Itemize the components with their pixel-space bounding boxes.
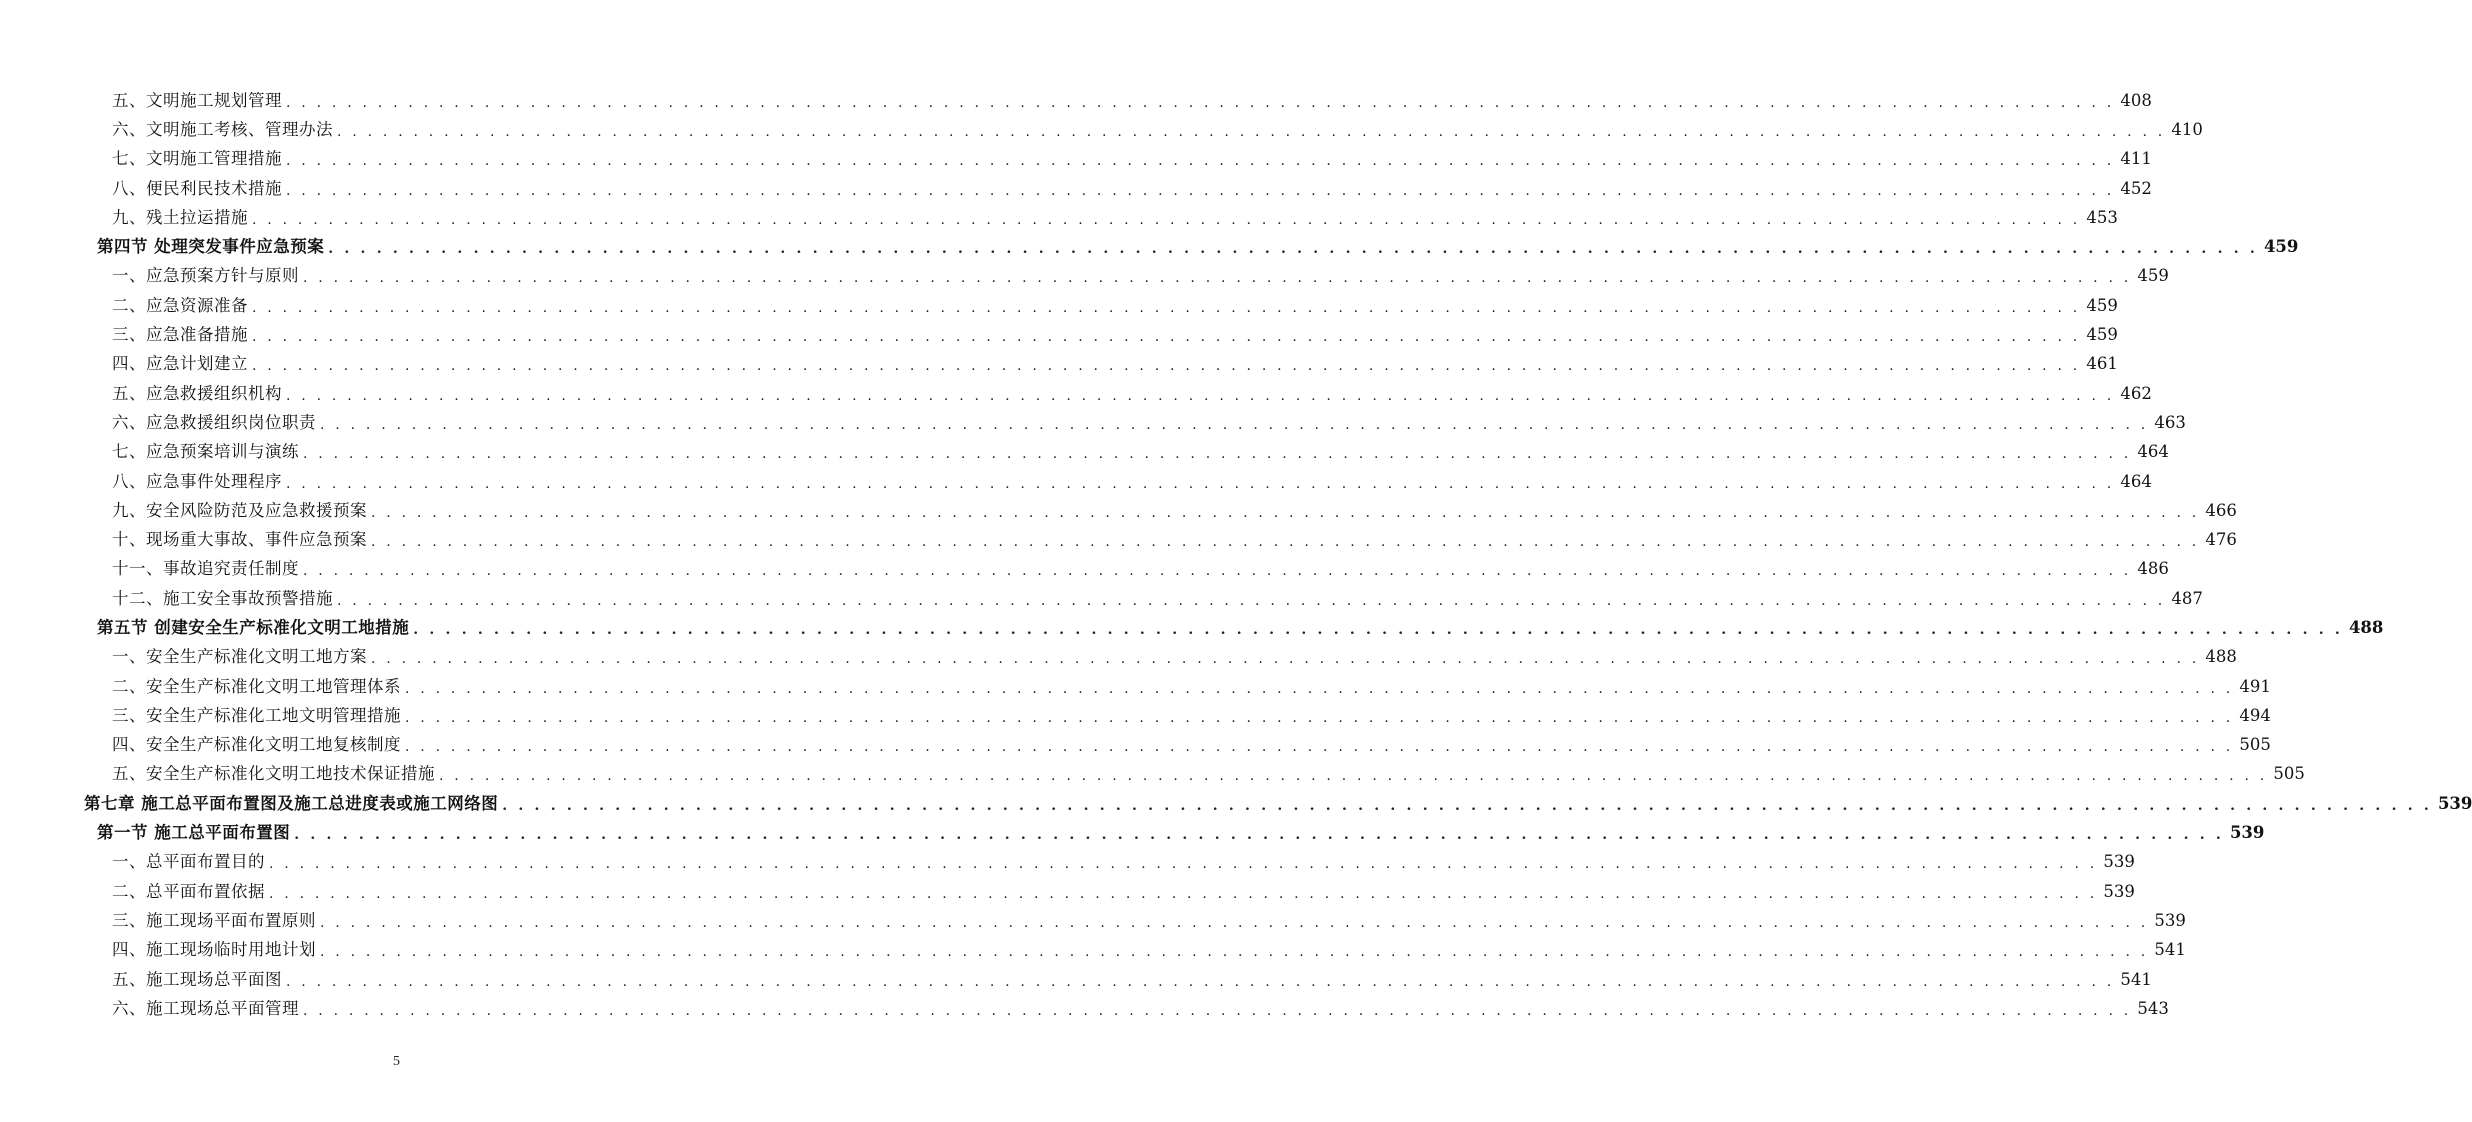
toc-entry-row[interactable]	[0, 877, 2135, 906]
toc-entry-label: 二、总平面布置依据	[112, 881, 265, 901]
toc-dot-leader: . . . . . . . . . . . . . . . . . . . . . . . . . . . . . . . . . . . . . . . . . . . . . . . . . . . . . . . . . . . . . . . . . . . . . . . . . . . . . . . . . . . . . . . . . . . . . . . . . . . . . . . . . . . . . . . . . . . . . . . .	[371, 651, 2200, 668]
toc-dot-leader: . . . . . . . . . . . . . . . . . . . . . . . . . . . . . . . . . . . . . . . . . . . . . . . . . . . . . . . . . . . . . . . . . . . . . . . . . . . . . . . . . . . . . . . . . . . . . . . . . . . . . . . . . . . . . . . . . . . . . . . .	[252, 329, 2081, 346]
toc-entry-label: 五、安全生产标准化文明工地技术保证措施	[112, 764, 435, 784]
toc-entry-row[interactable]	[0, 86, 2152, 115]
toc-dot-leader: . . . . . . . . . . . . . . . . . . . . . . . . . . . . . . . . . . . . . . . . . . . . . . . . . . . . . . . . . . . . . . . . . . . . . . . . . . . . . . . . . . . . . . . . . . . . . . . . . . . . . . . . . . . . . . . . . . . . . . . .	[405, 680, 2234, 697]
toc-entry-label: 第五节 创建安全生产标准化文明工地措施	[97, 617, 410, 637]
toc-entry-row[interactable]	[0, 379, 2152, 408]
toc-entry-row[interactable]	[0, 731, 2271, 760]
toc-entry-label: 四、应急计划建立	[112, 354, 248, 374]
table-of-contents	[0, 86, 2472, 1024]
toc-entry-page: 539	[2154, 910, 2186, 930]
toc-entry-row[interactable]	[0, 584, 2203, 613]
toc-entry-page: 411	[2120, 149, 2152, 169]
toc-dot-leader: . . . . . . . . . . . . . . . . . . . . . . . . . . . . . . . . . . . . . . . . . . . . . . . . . . . . . . . . . . . . . . . . . . . . . . . . . . . . . . . . . . . . . . . . . . . . . . . . . . . . . . . . . . . . . . . . . . . . . . . .	[328, 241, 2258, 258]
toc-entry-page: 488	[2348, 617, 2384, 637]
page-number: 5	[393, 1054, 400, 1069]
toc-entry-label: 十二、施工安全事故预警措施	[112, 588, 333, 608]
toc-dot-leader: . . . . . . . . . . . . . . . . . . . . . . . . . . . . . . . . . . . . . . . . . . . . . . . . . . . . . . . . . . . . . . . . . . . . . . . . . . . . . . . . . . . . . . . . . . . . . . . . . . . . . . . . . . . . . . . . . . . . . . . .	[371, 534, 2200, 551]
toc-dot-leader: . . . . . . . . . . . . . . . . . . . . . . . . . . . . . . . . . . . . . . . . . . . . . . . . . . . . . . . . . . . . . . . . . . . . . . . . . . . . . . . . . . . . . . . . . . . . . . . . . . . . . . . . . . . . . . . . . . . . . . . .	[286, 94, 2115, 111]
toc-entry-page: 464	[2120, 471, 2152, 491]
toc-entry-row[interactable]	[0, 555, 2169, 584]
toc-entry-label: 十一、事故追究责任制度	[112, 559, 299, 579]
toc-section-row[interactable]	[0, 818, 2265, 847]
toc-dot-leader: . . . . . . . . . . . . . . . . . . . . . . . . . . . . . . . . . . . . . . . . . . . . . . . . . . . . . . . . . . . . . . . . . . . . . . . . . . . . . . . . . . . . . . . . . . . . . . . . . . . . . . . . . . . . . . . . . . . . . . . .	[269, 885, 2098, 902]
toc-dot-leader: . . . . . . . . . . . . . . . . . . . . . . . . . . . . . . . . . . . . . . . . . . . . . . . . . . . . . . . . . . . . . . . . . . . . . . . . . . . . . . . . . . . . . . . . . . . . . . . . . . . . . . . . . . . . . . . . . . . . . . . .	[286, 153, 2115, 170]
toc-dot-leader: . . . . . . . . . . . . . . . . . . . . . . . . . . . . . . . . . . . . . . . . . . . . . . . . . . . . . . . . . . . . . . . . . . . . . . . . . . . . . . . . . . . . . . . . . . . . . . . . . . . . . . . . . . . . . . . . . . . . . . . .	[286, 475, 2115, 492]
toc-entry-label: 三、应急准备措施	[112, 325, 248, 345]
toc-dot-leader: . . . . . . . . . . . . . . . . . . . . . . . . . . . . . . . . . . . . . . . . . . . . . . . . . . . . . . . . . . . . . . . . . . . . . . . . . . . . . . . . . . . . . . . . . . . . . . . . . . . . . . . . . . . . . . . . . . . . . . . .	[320, 944, 2149, 961]
toc-dot-leader: . . . . . . . . . . . . . . . . . . . . . . . . . . . . . . . . . . . . . . . . . . . . . . . . . . . . . . . . . . . . . . . . . . . . . . . . . . . . . . . . . . . . . . . . . . . . . . . . . . . . . . . . . . . . . . . . . . . . . . . .	[320, 914, 2149, 931]
toc-entry-page: 488	[2205, 647, 2237, 667]
toc-dot-leader: . . . . . . . . . . . . . . . . . . . . . . . . . . . . . . . . . . . . . . . . . . . . . . . . . . . . . . . . . . . . . . . . . . . . . . . . . . . . . . . . . . . . . . . . . . . . . . . . . . . . . . . . . . . . . . . . . . . . . . . .	[303, 563, 2132, 580]
toc-entry-label: 二、应急资源准备	[112, 295, 248, 315]
toc-dot-leader: . . . . . . . . . . . . . . . . . . . . . . . . . . . . . . . . . . . . . . . . . . . . . . . . . . . . . . . . . . . . . . . . . . . . . . . . . . . . . . . . . . . . . . . . . . . . . . . . . . . . . . . . . . . . . . . . . . . . . . . .	[337, 123, 2166, 140]
toc-entry-label: 一、总平面布置目的	[112, 852, 265, 872]
toc-entry-row[interactable]	[0, 965, 2152, 994]
toc-entry-page: 476	[2205, 530, 2237, 550]
toc-entry-row[interactable]	[0, 145, 2152, 174]
toc-entry-label: 四、施工现场临时用地计划	[112, 940, 316, 960]
toc-entry-page: 539	[2229, 823, 2265, 843]
toc-entry-label: 五、文明施工规划管理	[112, 90, 282, 110]
toc-dot-leader: . . . . . . . . . . . . . . . . . . . . . . . . . . . . . . . . . . . . . . . . . . . . . . . . . . . . . . . . . . . . . . . . . . . . . . . . . . . . . . . . . . . . . . . . . . . . . . . . . . . . . . . . . . . . . . . . . . . . . . . .	[286, 182, 2115, 199]
toc-dot-leader: . . . . . . . . . . . . . . . . . . . . . . . . . . . . . . . . . . . . . . . . . . . . . . . . . . . . . . . . . . . . . . . . . . . . . . . . . . . . . . . . . . . . . . . . . . . . . . . . . . . . . . . . . . . . . . . . . . . . . . . .	[294, 827, 2224, 844]
toc-entry-label: 六、应急救援组织岗位职责	[112, 412, 316, 432]
toc-entry-page: 543	[2137, 998, 2169, 1018]
toc-entry-page: 541	[2120, 969, 2152, 989]
toc-entry-page: 408	[2120, 90, 2152, 110]
toc-entry-row[interactable]	[0, 467, 2152, 496]
toc-dot-leader: . . . . . . . . . . . . . . . . . . . . . . . . . . . . . . . . . . . . . . . . . . . . . . . . . . . . . . . . . . . . . . . . . . . . . . . . . . . . . . . . . . . . . . . . . . . . . . . . . . . . . . . . . . . . . . . . . . . . . . . .	[405, 709, 2234, 726]
toc-entry-row[interactable]	[0, 906, 2186, 935]
toc-entry-row[interactable]	[0, 643, 2237, 672]
toc-entry-label: 二、安全生产标准化文明工地管理体系	[112, 676, 401, 696]
toc-entry-label: 六、文明施工考核、管理办法	[112, 119, 333, 139]
toc-entry-row[interactable]	[0, 320, 2118, 349]
toc-dot-leader: . . . . . . . . . . . . . . . . . . . . . . . . . . . . . . . . . . . . . . . . . . . . . . . . . . . . . . . . . . . . . . . . . . . . . . . . . . . . . . . . . . . . . . . . . . . . . . . . . . . . . . . . . . . . . . . . . . . . . . . .	[269, 856, 2098, 873]
toc-entry-row[interactable]	[0, 174, 2152, 203]
toc-entry-page: 539	[2103, 852, 2135, 872]
toc-entry-row[interactable]	[0, 438, 2169, 467]
toc-entry-row[interactable]	[0, 936, 2186, 965]
toc-entry-label: 第七章 施工总平面布置图及施工总进度表或施工网络图	[84, 793, 499, 813]
toc-entry-label: 九、残土拉运措施	[112, 207, 248, 227]
toc-dot-leader: . . . . . . . . . . . . . . . . . . . . . . . . . . . . . . . . . . . . . . . . . . . . . . . . . . . . . . . . . . . . . . . . . . . . . . . . . . . . . . . . . . . . . . . . . . . . . . . . . . . . . . . . . . . . . . . . . . . . . . . .	[303, 1002, 2132, 1019]
toc-entry-page: 463	[2154, 412, 2186, 432]
toc-entry-page: 452	[2120, 178, 2152, 198]
toc-dot-leader: . . . . . . . . . . . . . . . . . . . . . . . . . . . . . . . . . . . . . . . . . . . . . . . . . . . . . . . . . . . . . . . . . . . . . . . . . . . . . . . . . . . . . . . . . . . . . . . . . . . . . . . . . . . . . . . . . . . . . . . .	[405, 739, 2234, 756]
toc-entry-row[interactable]	[0, 525, 2237, 554]
toc-section-row[interactable]	[0, 232, 2299, 261]
toc-entry-label: 第一节 施工总平面布置图	[97, 823, 291, 843]
toc-entry-label: 八、便民利民技术措施	[112, 178, 282, 198]
toc-entry-row[interactable]	[0, 701, 2271, 730]
toc-entry-row[interactable]	[0, 848, 2135, 877]
toc-section-row[interactable]	[0, 613, 2384, 642]
toc-entry-page: 461	[2086, 354, 2118, 374]
toc-entry-page: 453	[2086, 207, 2118, 227]
toc-entry-label: 六、施工现场总平面管理	[112, 998, 299, 1018]
toc-entry-page: 505	[2239, 735, 2271, 755]
toc-entry-page: 459	[2263, 237, 2299, 257]
toc-entry-row[interactable]	[0, 994, 2169, 1023]
toc-entry-label: 十、现场重大事故、事件应急预案	[112, 530, 367, 550]
toc-entry-page: 459	[2086, 295, 2118, 315]
toc-entry-label: 第四节 处理突发事件应急预案	[97, 237, 325, 257]
toc-entry-label: 三、安全生产标准化工地文明管理措施	[112, 705, 401, 725]
toc-entry-page: 491	[2239, 676, 2271, 696]
toc-entry-row[interactable]	[0, 262, 2169, 291]
toc-dot-leader: . . . . . . . . . . . . . . . . . . . . . . . . . . . . . . . . . . . . . . . . . . . . . . . . . . . . . . . . . . . . . . . . . . . . . . . . . . . . . . . . . . . . . . . . . . . . . . . . . . . . . . . . . . . . . . . . . . . . . . . .	[502, 797, 2432, 814]
toc-entry-label: 一、应急预案方针与原则	[112, 266, 299, 286]
toc-dot-leader: . . . . . . . . . . . . . . . . . . . . . . . . . . . . . . . . . . . . . . . . . . . . . . . . . . . . . . . . . . . . . . . . . . . . . . . . . . . . . . . . . . . . . . . . . . . . . . . . . . . . . . . . . . . . . . . . . . . . . . . .	[252, 358, 2081, 375]
toc-chapter-row[interactable]	[0, 789, 2472, 818]
toc-entry-page: 539	[2103, 881, 2135, 901]
toc-entry-page: 494	[2239, 705, 2271, 725]
toc-entry-page: 487	[2171, 588, 2203, 608]
toc-entry-label: 四、安全生产标准化文明工地复核制度	[112, 735, 401, 755]
toc-entry-page: 505	[2273, 764, 2305, 784]
toc-entry-label: 五、应急救援组织机构	[112, 383, 282, 403]
toc-entry-row[interactable]	[0, 672, 2271, 701]
toc-entry-label: 一、安全生产标准化文明工地方案	[112, 647, 367, 667]
toc-entry-page: 462	[2120, 383, 2152, 403]
toc-entry-label: 五、施工现场总平面图	[112, 969, 282, 989]
toc-entry-label: 三、施工现场平面布置原则	[112, 910, 316, 930]
toc-entry-page: 539	[2437, 793, 2472, 813]
toc-entry-row[interactable]	[0, 760, 2305, 789]
toc-entry-page: 459	[2086, 325, 2118, 345]
toc-entry-page: 486	[2137, 559, 2169, 579]
toc-dot-leader: . . . . . . . . . . . . . . . . . . . . . . . . . . . . . . . . . . . . . . . . . . . . . . . . . . . . . . . . . . . . . . . . . . . . . . . . . . . . . . . . . . . . . . . . . . . . . . . . . . . . . . . . . . . . . . . . . . . . . . . .	[303, 270, 2132, 287]
toc-entry-row[interactable]	[0, 350, 2118, 379]
toc-entry-row[interactable]	[0, 408, 2186, 437]
toc-entry-label: 七、文明施工管理措施	[112, 149, 282, 169]
toc-entry-label: 七、应急预案培训与演练	[112, 442, 299, 462]
toc-dot-leader: . . . . . . . . . . . . . . . . . . . . . . . . . . . . . . . . . . . . . . . . . . . . . . . . . . . . . . . . . . . . . . . . . . . . . . . . . . . . . . . . . . . . . . . . . . . . . . . . . . . . . . . . . . . . . . . . . . . . . . . .	[303, 446, 2132, 463]
toc-dot-leader: . . . . . . . . . . . . . . . . . . . . . . . . . . . . . . . . . . . . . . . . . . . . . . . . . . . . . . . . . . . . . . . . . . . . . . . . . . . . . . . . . . . . . . . . . . . . . . . . . . . . . . . . . . . . . . . . . . . . . . . .	[286, 387, 2115, 404]
toc-dot-leader: . . . . . . . . . . . . . . . . . . . . . . . . . . . . . . . . . . . . . . . . . . . . . . . . . . . . . . . . . . . . . . . . . . . . . . . . . . . . . . . . . . . . . . . . . . . . . . . . . . . . . . . . . . . . . . . . . . . . . . . .	[371, 504, 2200, 521]
toc-entry-page: 541	[2154, 940, 2186, 960]
toc-dot-leader: . . . . . . . . . . . . . . . . . . . . . . . . . . . . . . . . . . . . . . . . . . . . . . . . . . . . . . . . . . . . . . . . . . . . . . . . . . . . . . . . . . . . . . . . . . . . . . . . . . . . . . . . . . . . . . . . . . . . . . . .	[439, 768, 2268, 785]
toc-entry-page: 459	[2137, 266, 2169, 286]
toc-entry-label: 八、应急事件处理程序	[112, 471, 282, 491]
toc-entry-row[interactable]	[0, 115, 2203, 144]
toc-entry-row[interactable]	[0, 291, 2118, 320]
toc-entry-label: 九、安全风险防范及应急救援预案	[112, 500, 367, 520]
toc-dot-leader: . . . . . . . . . . . . . . . . . . . . . . . . . . . . . . . . . . . . . . . . . . . . . . . . . . . . . . . . . . . . . . . . . . . . . . . . . . . . . . . . . . . . . . . . . . . . . . . . . . . . . . . . . . . . . . . . . . . . . . . .	[286, 973, 2115, 990]
toc-dot-leader: . . . . . . . . . . . . . . . . . . . . . . . . . . . . . . . . . . . . . . . . . . . . . . . . . . . . . . . . . . . . . . . . . . . . . . . . . . . . . . . . . . . . . . . . . . . . . . . . . . . . . . . . . . . . . . . . . . . . . . . .	[252, 211, 2081, 228]
toc-dot-leader: . . . . . . . . . . . . . . . . . . . . . . . . . . . . . . . . . . . . . . . . . . . . . . . . . . . . . . . . . . . . . . . . . . . . . . . . . . . . . . . . . . . . . . . . . . . . . . . . . . . . . . . . . . . . . . . . . . . . . . . .	[252, 299, 2081, 316]
toc-dot-leader: . . . . . . . . . . . . . . . . . . . . . . . . . . . . . . . . . . . . . . . . . . . . . . . . . . . . . . . . . . . . . . . . . . . . . . . . . . . . . . . . . . . . . . . . . . . . . . . . . . . . . . . . . . . . . . . . . . . . . . . .	[413, 621, 2343, 638]
toc-entry-page: 410	[2171, 119, 2203, 139]
toc-dot-leader: . . . . . . . . . . . . . . . . . . . . . . . . . . . . . . . . . . . . . . . . . . . . . . . . . . . . . . . . . . . . . . . . . . . . . . . . . . . . . . . . . . . . . . . . . . . . . . . . . . . . . . . . . . . . . . . . . . . . . . . .	[337, 592, 2166, 609]
toc-entry-page: 464	[2137, 442, 2169, 462]
toc-dot-leader: . . . . . . . . . . . . . . . . . . . . . . . . . . . . . . . . . . . . . . . . . . . . . . . . . . . . . . . . . . . . . . . . . . . . . . . . . . . . . . . . . . . . . . . . . . . . . . . . . . . . . . . . . . . . . . . . . . . . . . . .	[320, 416, 2149, 433]
toc-entry-row[interactable]	[0, 496, 2237, 525]
toc-entry-row[interactable]	[0, 203, 2118, 232]
toc-entry-page: 466	[2205, 500, 2237, 520]
